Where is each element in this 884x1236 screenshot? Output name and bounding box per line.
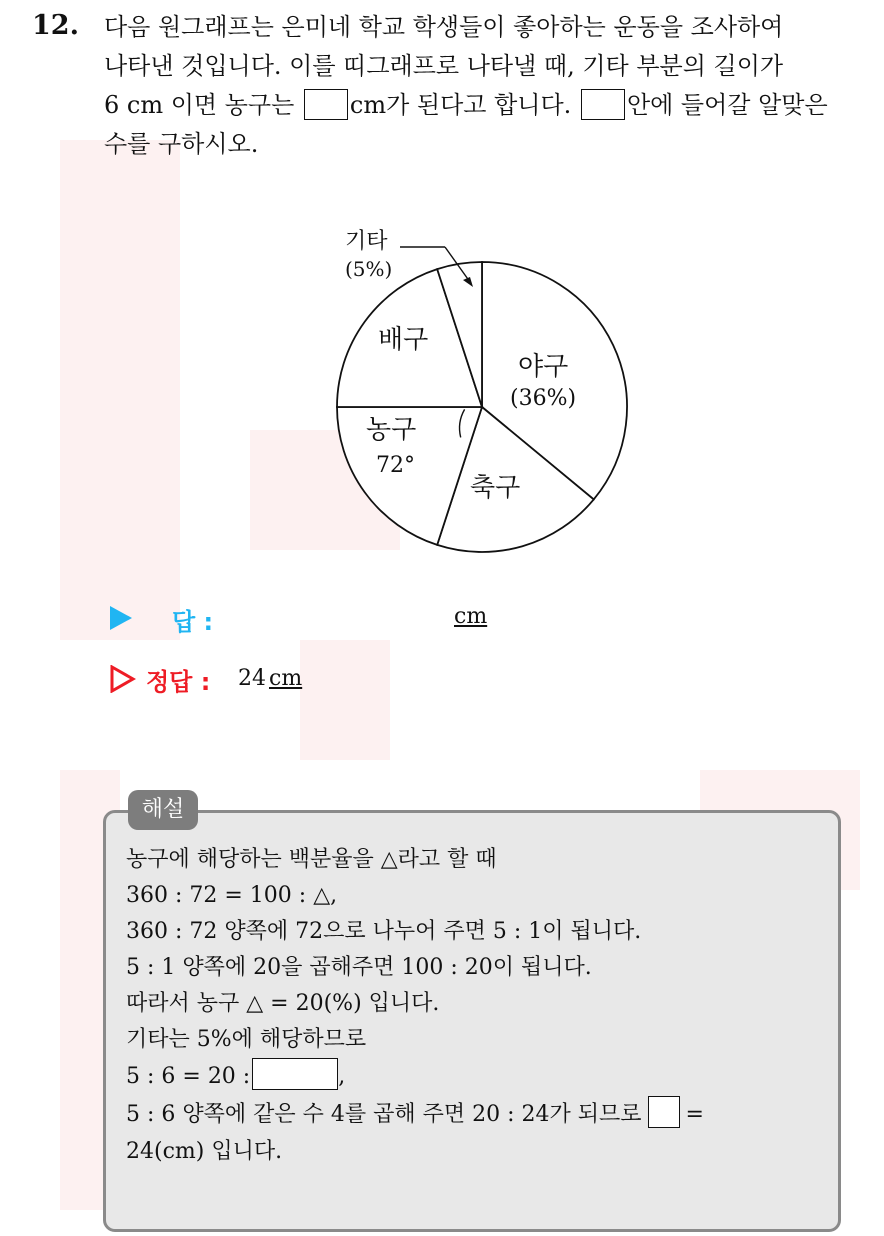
answer-blank-box — [304, 89, 348, 120]
solution-line: 농구에 해당하는 백분율을 △라고 할 때 — [126, 847, 497, 872]
pie-label-etc: 기타 — [345, 229, 388, 254]
hollow-triangle-icon — [110, 665, 136, 693]
answer-unit: cm — [454, 604, 488, 629]
pie-value-basketball: 72° — [376, 453, 415, 478]
correct-answer-row — [108, 662, 608, 698]
pie-label-soccer: 축구 — [470, 473, 521, 503]
correct-answer-label: 정답 : — [146, 668, 211, 696]
pie-label-basketball: 농구 — [366, 415, 417, 445]
question-line: 다음 원그래프는 은미네 학교 학생들이 좋아하는 운동을 조사하여 — [104, 13, 784, 41]
question-line: 나타낸 것입니다. 이를 띠그래프로 나타낼 때, 기타 부분의 길이가 — [104, 52, 784, 80]
solution-line: 360 : 72 = 100 : △, — [126, 883, 338, 908]
answer-blank-box — [648, 1096, 680, 1128]
pie-label-baseball: 야구 — [518, 352, 569, 382]
solution-line: 360 : 72 양쪽에 72으로 나누어 주면 5 : 1이 됩니다. — [126, 919, 642, 944]
pie-chart — [300, 215, 640, 560]
solution-line: 24(cm) 입니다. — [126, 1139, 283, 1164]
question-line: 6 cm 이면 농구는 cm가 된다고 합니다. 안에 들어갈 알맞은 — [104, 91, 828, 119]
play-icon — [110, 606, 132, 630]
watermark — [300, 640, 390, 760]
question-line: 수를 구하시오. — [104, 130, 259, 158]
solution-line: 5 : 1 양쪽에 20을 곱해주면 100 : 20이 됩니다. — [126, 955, 592, 980]
answer-label: 답 : — [172, 608, 214, 636]
pie-slices — [337, 262, 627, 552]
correct-answer-value: 24 cm — [238, 666, 303, 691]
pie-value-etc: (5%) — [345, 257, 393, 281]
answer-row — [108, 602, 608, 636]
question-text — [104, 8, 869, 164]
solution-line: 5 : 6 양쪽에 같은 수 4를 곱해 주면 20 : 24가 되므로 = — [126, 1096, 704, 1134]
watermark — [60, 140, 180, 640]
answer-blank-box — [581, 89, 625, 120]
pie-value-baseball: (36%) — [510, 386, 577, 411]
solution-tag: 해설 — [128, 790, 198, 830]
solution-line: 5 : 6 = 20 : , — [126, 1058, 704, 1096]
solution-line: 기타는 5%에 해당하므로 — [126, 1027, 367, 1052]
solution-line: 따라서 농구 △ = 20(%) 입니다. — [126, 991, 440, 1016]
answer-blank-box — [252, 1058, 338, 1090]
pie-label-volleyball: 배구 — [378, 325, 429, 355]
solution-text — [126, 842, 704, 1170]
question-number: 12. — [32, 10, 79, 41]
